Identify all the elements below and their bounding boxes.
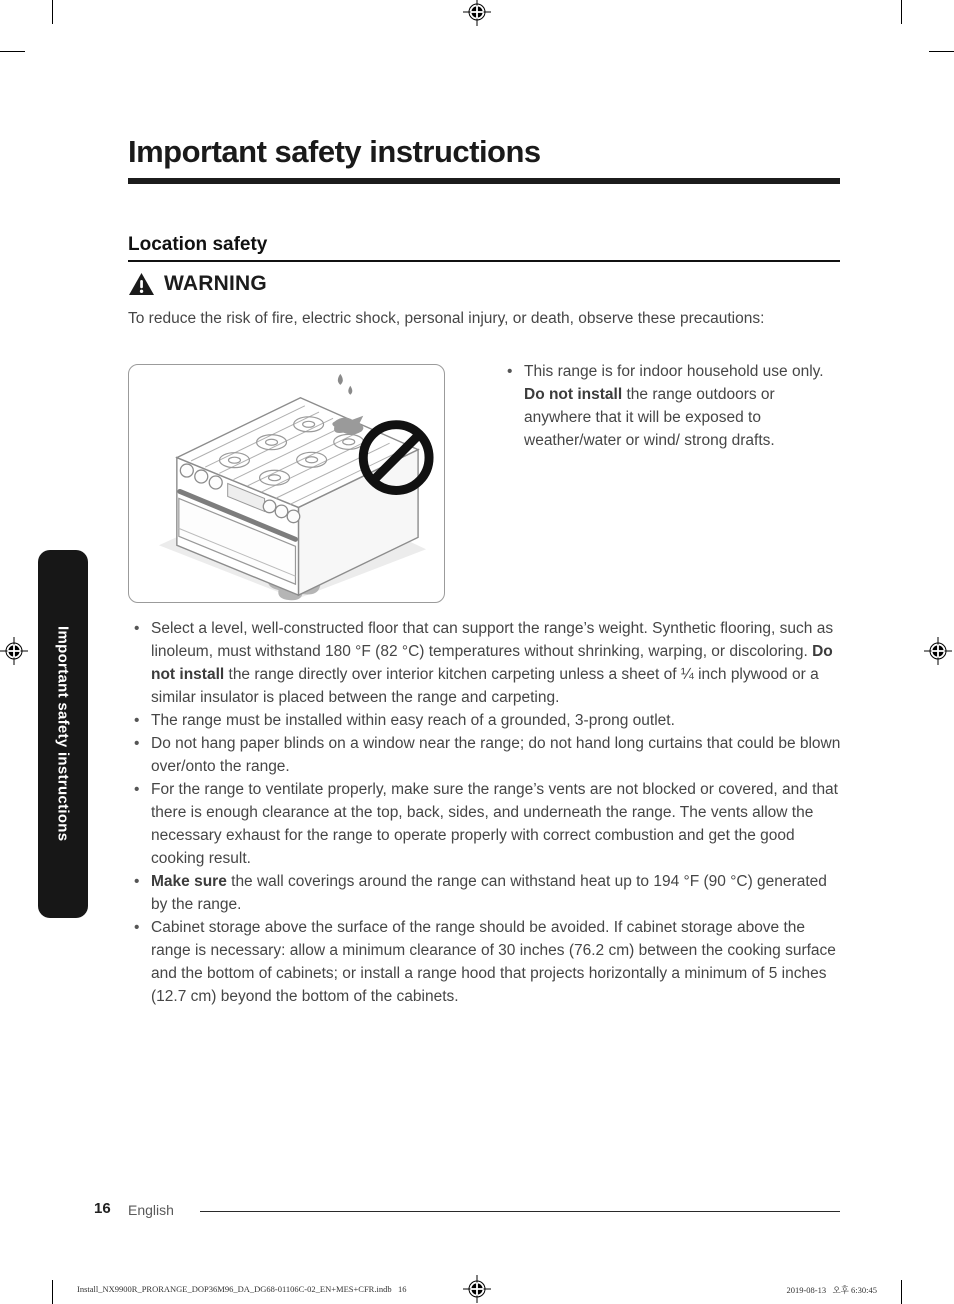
section-rule <box>128 260 840 262</box>
registration-mark-icon <box>463 0 491 26</box>
page-title: Important safety instructions <box>128 134 541 169</box>
chapter-tab-label: Important safety instructions <box>54 626 72 842</box>
warning-label: WARNING <box>164 272 267 295</box>
crop-mark <box>929 51 954 52</box>
crop-mark <box>0 51 25 52</box>
crop-mark <box>901 1280 902 1304</box>
print-datetime: 2019-08-13 오후 6:30:45 <box>786 1285 877 1295</box>
registration-mark-icon <box>0 637 28 665</box>
crop-mark <box>52 0 53 24</box>
list-item: • Select a level, well-constructed floor that can support the range’s weight. Synthetic flooring, such as linoleum, must withstand 180 °F (82 °C) temperatures without shrinking, warping, or discoloring. Do not install the range directly over interior kitchen carpeting unless a sheet of ¼ inch plywood or a similar insulator is placed between the range and carpeting. <box>128 617 842 709</box>
registration-mark-icon <box>463 1275 491 1303</box>
warning-heading <box>128 272 267 296</box>
registration-mark-icon <box>924 637 952 665</box>
range-exposed-to-water-prohibited-illustration <box>129 365 444 602</box>
print-file-info: Install_NX9900R_PRORANGE_DOP36M96_DA_DG68-01106C-02_EN+MES+CFR.indb 16 <box>77 1284 407 1294</box>
list-item: • Cabinet storage above the surface of the range should be avoided. If cabinet storage above the range is necessary: allow a minimum clearance of 30 inches (76.2 cm) between the cooking surface and the bottom of cabinets; or install a range hood that projects horizontally a minimum of 5 inches (12.7 cm) beyond the bottom of the cabinets. <box>128 916 842 1008</box>
section-heading: Location safety <box>128 234 268 255</box>
warning-intro: To reduce the risk of fire, electric shock, personal injury, or death, observe these precautions: <box>128 310 765 327</box>
page-language: English <box>128 1202 174 1218</box>
list-item: • For the range to ventilate properly, make sure the range’s vents are not blocked or covered, and that there is enough clearance at the top, back, sides, and underneath the range. The vents allow the necessary exhaust for the range to operate properly with correct combustion and get the good cooking result. <box>128 778 842 870</box>
list-item: • Do not hang paper blinds on a window near the range; do not hand long curtains that could be blown over/onto the range. <box>128 732 842 778</box>
list-item: • Make sure the wall coverings around the range can withstand heat up to 194 °F (90 °C) generated by the range. <box>128 870 842 916</box>
main-bullet-list <box>128 617 842 1008</box>
figure-bullet-list <box>501 360 835 452</box>
warning-triangle-icon <box>128 272 155 296</box>
figure-box <box>128 364 445 603</box>
crop-mark <box>52 1280 53 1304</box>
footer-rule <box>200 1211 840 1212</box>
chapter-tab <box>38 550 88 918</box>
crop-mark <box>901 0 902 24</box>
title-rule <box>128 178 840 184</box>
list-item: • The range must be installed within easy reach of a grounded, 3-prong outlet. <box>128 709 842 732</box>
page-number: 16 <box>94 1200 111 1217</box>
list-item: • This range is for indoor household use only. Do not install the range outdoors or anywhere that it will be exposed to weather/water or wind/ strong drafts. <box>501 360 835 452</box>
